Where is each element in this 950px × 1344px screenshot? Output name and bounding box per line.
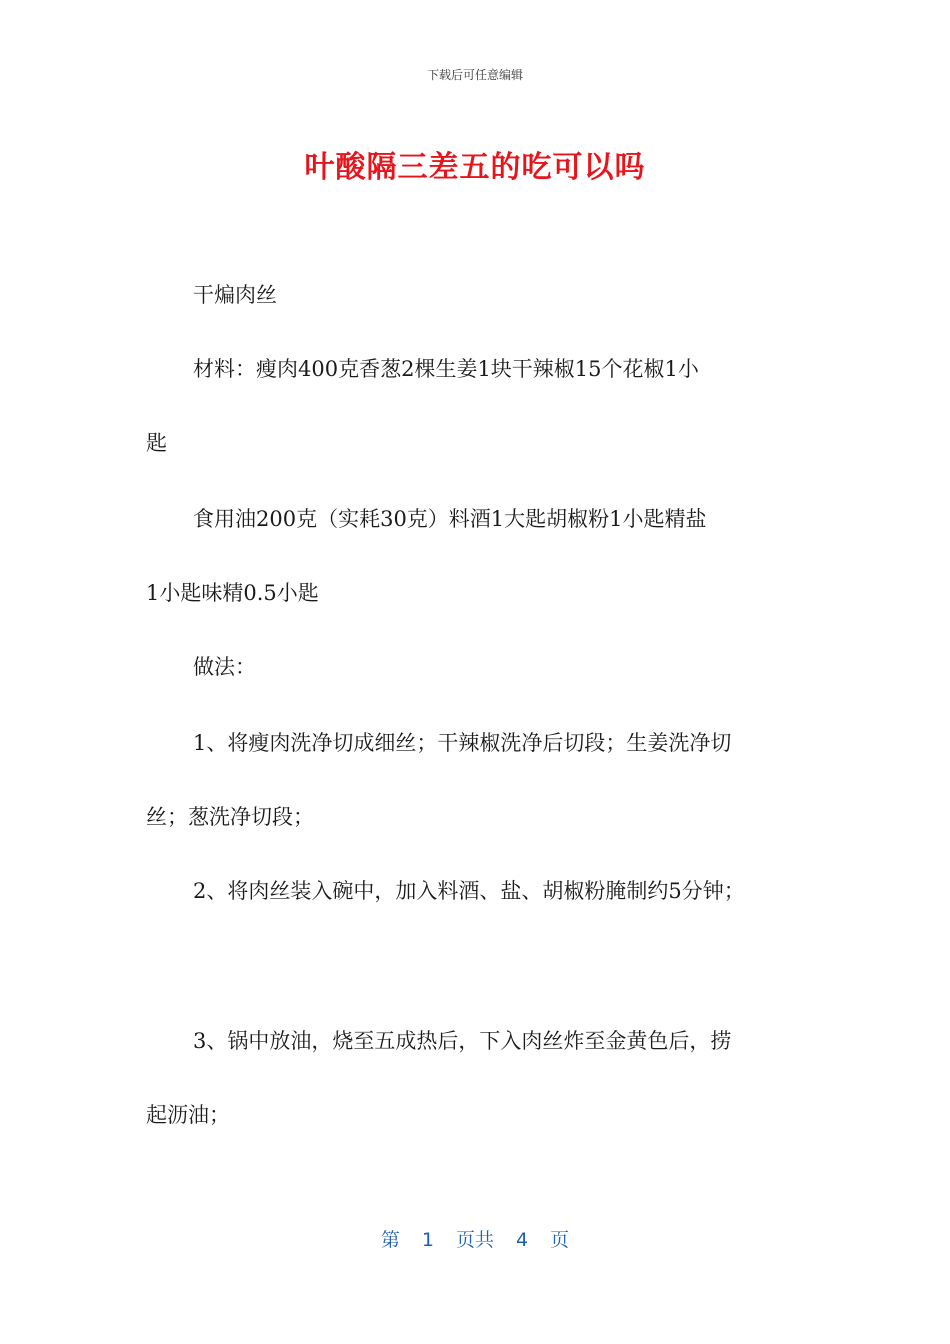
page-footer [0, 1225, 950, 1252]
ingredients-line-1: 材料：瘦肉400克香葱2棵生姜1块干辣椒15个花椒1小 [193, 357, 699, 381]
footer-middle: 页共 [455, 1229, 494, 1251]
ingredients-line-4: 1小匙味精0.5小匙 [146, 581, 319, 605]
footer-total-pages: 4 [516, 1229, 529, 1251]
method-heading: 做法： [193, 655, 256, 679]
step-3-line-1: 3、锅中放油，烧至五成热后，下入肉丝炸至金黄色后，捞 [193, 1029, 732, 1053]
ingredients-line-3: 食用油200克（实耗30克）料酒1大匙胡椒粉1小匙精盐 [193, 507, 707, 531]
document-title: 叶酸隔三差五的吃可以吗 [304, 150, 646, 185]
recipe-name: 干煸肉丝 [193, 283, 277, 307]
step-3-line-2: 起沥油； [146, 1103, 230, 1127]
footer-page-number: 1 [421, 1229, 434, 1251]
ingredients-line-2: 匙 [146, 431, 167, 455]
step-2-line: 2、将肉丝装入碗中，加入料酒、盐、胡椒粉腌制约5分钟； [193, 879, 745, 903]
step-1-line-2: 丝；葱洗净切段； [146, 805, 314, 829]
footer-prefix: 第 [380, 1229, 400, 1251]
step-1-line-1: 1、将瘦肉洗净切成细丝；干辣椒洗净后切段；生姜洗净切 [193, 731, 732, 755]
footer-suffix: 页 [550, 1229, 570, 1251]
header-note: 下载后可任意编辑 [426, 68, 523, 82]
